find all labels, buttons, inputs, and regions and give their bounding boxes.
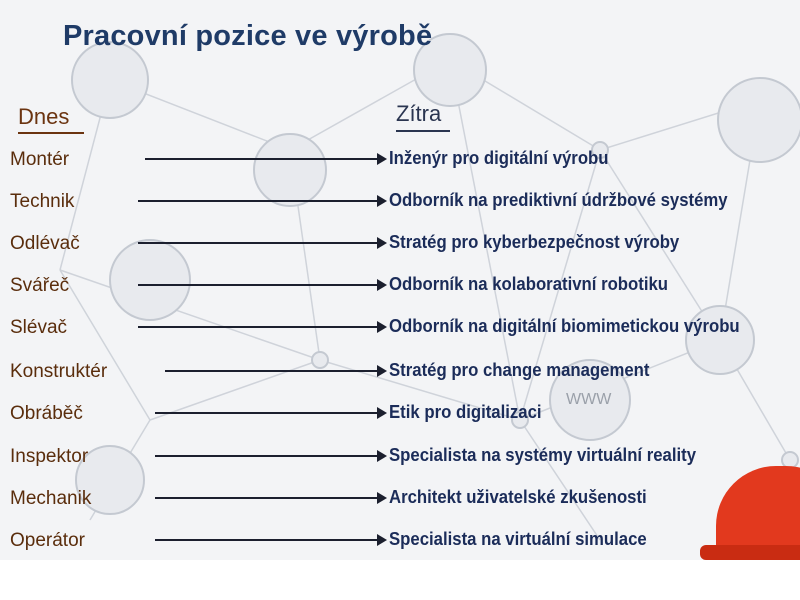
- future-role: Inženýr pro digitální výrobu: [389, 148, 609, 168]
- header-tomorrow-underline: [396, 130, 450, 132]
- mapping-row: [0, 143, 800, 179]
- arrow-icon: [155, 455, 385, 457]
- arrow-icon: [155, 412, 385, 414]
- current-role: Slévač: [10, 317, 68, 338]
- page-title: Pracovní pozice ve výrobě: [63, 20, 433, 52]
- arrow-icon: [138, 284, 385, 286]
- current-role: Odlévač: [10, 233, 80, 254]
- future-role: Specialista na systémy virtuální reality: [389, 445, 697, 465]
- current-role: Konstruktér: [10, 361, 108, 382]
- hard-hat-brim: [700, 545, 800, 560]
- mapping-row: [0, 397, 800, 433]
- arrow-icon: [138, 200, 385, 202]
- current-role: Svářeč: [10, 275, 70, 296]
- current-role: Inspektor: [10, 446, 89, 467]
- future-role: Odborník na digitální biomimetickou výrobu: [389, 316, 740, 336]
- arrow-icon: [138, 326, 385, 328]
- arrow-icon: [165, 370, 385, 372]
- current-role: Montér: [10, 149, 70, 170]
- mapping-row: [0, 269, 800, 305]
- mapping-row: [0, 311, 800, 347]
- current-role: Obráběč: [10, 403, 83, 424]
- mapping-row: [0, 185, 800, 221]
- future-role: Odborník na prediktivní údržbové systémy: [389, 190, 728, 210]
- header-tomorrow: Zítra: [396, 101, 442, 126]
- mapping-row: [0, 227, 800, 263]
- future-role: Etik pro digitalizaci: [389, 402, 542, 422]
- mapping-row: [0, 524, 800, 560]
- arrow-icon: [138, 242, 385, 244]
- www-label: WWW: [566, 391, 612, 408]
- mapping-row: [0, 440, 800, 476]
- arrow-icon: [155, 497, 385, 499]
- arrow-icon: [155, 539, 385, 541]
- arrow-icon: [145, 158, 385, 160]
- header-today-underline: [18, 132, 84, 134]
- current-role: Mechanik: [10, 488, 92, 509]
- future-role: Architekt uživatelské zkušenosti: [389, 487, 647, 507]
- future-role: Specialista na virtuální simulace: [389, 529, 647, 549]
- mapping-row: [0, 482, 800, 518]
- header-today: Dnes: [18, 104, 70, 129]
- future-role: Stratég pro kyberbezpečnost výroby: [389, 232, 680, 252]
- future-role: Stratég pro change management: [389, 360, 650, 380]
- mapping-row: [0, 355, 800, 391]
- current-role: Technik: [10, 191, 75, 212]
- current-role: Operátor: [10, 530, 85, 551]
- future-role: Odborník na kolaborativní robotiku: [389, 274, 669, 294]
